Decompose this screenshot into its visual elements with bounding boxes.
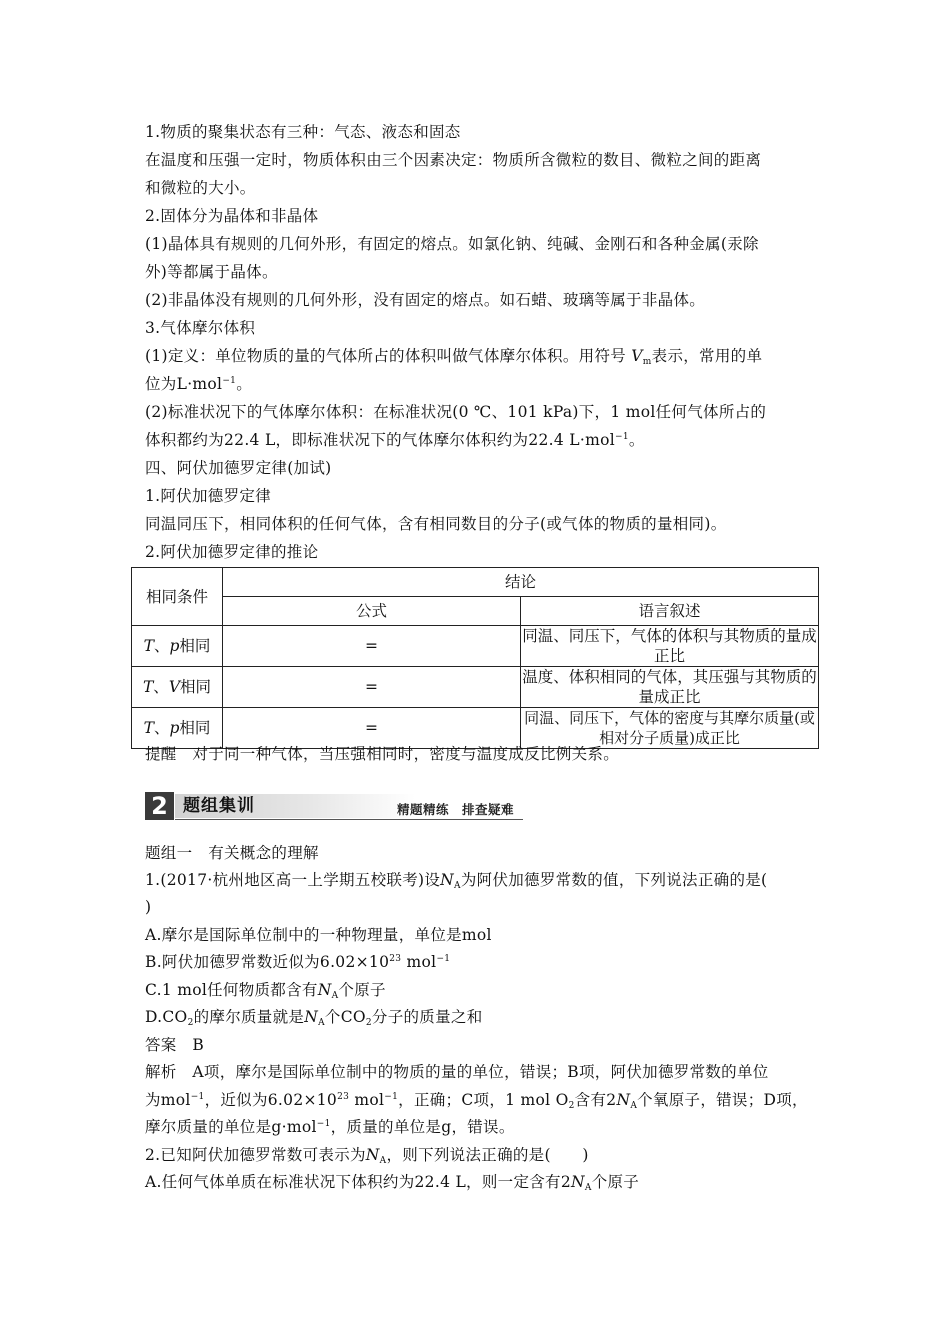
header-description: 语言叙述: [521, 597, 819, 626]
subscript: A: [318, 1018, 325, 1028]
group-heading: 题组一 有关概念的理解: [145, 844, 319, 862]
text-line: 1.阿伏加德罗定律: [145, 487, 271, 505]
question-line: [145, 1145, 589, 1165]
option-b: [145, 952, 450, 972]
text-line: 在温度和压强一定时，物质体积由三个因素决定：物质所含微粒的数目、微粒之间的距离: [145, 151, 762, 169]
option-c: [145, 980, 386, 1000]
text-span: ，质量的单位是g，错误。: [330, 1118, 515, 1136]
text-span: 个原子: [591, 1173, 640, 1191]
condition-cell: [132, 667, 223, 708]
subscript: 2: [187, 1018, 194, 1028]
sep: 、: [153, 719, 170, 737]
subscript: A: [331, 991, 339, 1001]
table-header-row: [132, 568, 819, 597]
var: p: [169, 719, 180, 737]
symbol-na: N: [616, 1091, 631, 1109]
banner-title: 题组集训: [183, 796, 255, 816]
text-line: 2.阿伏加德罗定律的推论: [145, 543, 319, 561]
text-span: 。: [628, 431, 645, 449]
text-span: ，则下列说法正确的是( ): [386, 1146, 589, 1164]
condition-cell: [132, 626, 223, 667]
avogadro-inference-table: [131, 567, 819, 749]
subscript: A: [379, 1156, 387, 1166]
text-span: 位为L·mol: [145, 375, 223, 393]
text-span: ，近似为6.02×10: [204, 1091, 338, 1109]
description-cell: 同温、同压下，气体的密度与其摩尔质量(或相对分子质量)成正比: [521, 708, 819, 749]
table-header-row: [132, 597, 819, 626]
subscript: 2: [568, 1101, 575, 1111]
banner-subtitle: 精题精练 排查疑难: [397, 802, 515, 817]
table-row: [132, 626, 819, 667]
text-span: 分子的质量之和: [371, 1008, 483, 1026]
option-a: A.摩尔是国际单位制中的一种物理量，单位是mol: [145, 926, 492, 944]
text-line: (1)晶体具有规则的几何外形，有固定的熔点。如氯化钠、纯碱、金刚石和各种金属(汞除: [145, 235, 759, 253]
superscript: 23: [337, 1092, 350, 1102]
explanation-line: [145, 1090, 808, 1110]
text-span: 体积都约为22.4 L，即标准状况下的气体摩尔体积约为22.4 L·mol: [145, 431, 615, 449]
explanation-line: [145, 1117, 515, 1137]
header-conclusion: 结论: [223, 568, 819, 597]
cond-text: 相同: [180, 678, 212, 696]
header-formula: 公式: [223, 597, 521, 626]
description-cell: 温度、体积相同的气体，其压强与其物质的量成正比: [522, 668, 817, 706]
text-line: 3.气体摩尔体积: [145, 319, 256, 337]
text-line: (2)非晶体没有规则的几何外形，没有固定的熔点。如石蜡、玻璃等属于非晶体。: [145, 291, 706, 309]
formula-cell: =: [223, 708, 521, 749]
sep: 、: [153, 637, 170, 655]
var: T: [143, 637, 154, 655]
text-span: 个氧原子，错误；D项，: [637, 1091, 808, 1109]
text-line: 同温同压下，相同体积的任何气体，含有相同数目的分子(或气体的物质的量相同)。: [145, 515, 727, 533]
text-span: 表示，常用的单: [651, 347, 763, 365]
superscript: −1: [384, 1092, 399, 1102]
text-span: ，正确；C项，1 mol O: [398, 1091, 569, 1109]
superscript: −1: [316, 1119, 331, 1129]
var: T: [143, 719, 154, 737]
text-span: 。: [236, 375, 252, 393]
symbol-na: N: [365, 1146, 380, 1164]
text-span: D.CO: [145, 1008, 188, 1026]
option-d: [145, 1007, 483, 1027]
text-span: 含有2: [574, 1091, 617, 1109]
text-span: mol: [401, 953, 437, 971]
text-span: B.阿伏加德罗常数近似为6.02×10: [145, 953, 390, 971]
symbol-v: V: [631, 347, 643, 365]
superscript: −1: [614, 432, 629, 442]
text-span: 个CO: [324, 1008, 366, 1026]
header-condition: 相同条件: [132, 568, 223, 626]
section-heading: 四、阿伏加德罗定律(加试): [145, 459, 332, 477]
superscript: 23: [389, 954, 402, 964]
subscript: m: [642, 357, 652, 367]
text-span: A.任何气体单质在标准状况下体积约为22.4 L，则一定含有2: [145, 1173, 572, 1191]
table-row: [132, 667, 819, 708]
text-line: 和微粒的大小。: [145, 179, 256, 197]
text-line: [145, 374, 252, 394]
subscript: A: [454, 881, 461, 891]
text-span: 摩尔质量的单位是g·mol: [145, 1118, 317, 1136]
formula-cell: =: [223, 626, 521, 667]
subscript: 2: [365, 1018, 372, 1028]
banner-number: 2: [145, 792, 174, 820]
text-span: C.1 mol任何物质都含有: [145, 981, 318, 999]
symbol-na: N: [304, 1008, 319, 1026]
superscript: −1: [190, 1092, 205, 1102]
text-span: 的摩尔质量就是: [193, 1008, 305, 1026]
text-span: 1.(2017·杭州地区高一上学期五校联考)设: [145, 871, 441, 889]
var: p: [169, 637, 180, 655]
table-row: [132, 708, 819, 749]
text-span: 个原子: [338, 981, 386, 999]
answer-line: 答案 B: [145, 1036, 205, 1054]
subscript: A: [584, 1183, 592, 1193]
cond-text: 相同: [179, 637, 211, 655]
option-a: [145, 1172, 639, 1192]
text-line: 1.物质的聚集状态有三种：气态、液态和固态: [145, 123, 461, 141]
banner-rule: [175, 819, 523, 820]
text-line: (2)标准状况下的气体摩尔体积：在标准状况(0 ℃、101 kPa)下，1 mol任何气体所占的: [145, 403, 767, 421]
text-line: 外)等都属于晶体。: [145, 263, 278, 281]
question-line: [145, 870, 767, 890]
text-span: 为阿伏加德罗常数的值，下列说法正确的是(: [460, 871, 768, 889]
condition-cell: [132, 708, 223, 749]
text-line: [145, 346, 762, 366]
question-line: ): [145, 898, 152, 916]
explanation-line: 解析 A项，摩尔是国际单位制中的物质的量的单位，错误；B项，阿伏加德罗常数的单位: [145, 1063, 769, 1081]
text-line: [145, 430, 645, 450]
subscript: A: [630, 1101, 638, 1111]
var: T: [142, 678, 154, 696]
formula-cell: =: [223, 667, 521, 708]
symbol-na: N: [571, 1173, 585, 1191]
sep: 、: [153, 678, 169, 696]
superscript: −1: [436, 954, 451, 964]
symbol-na: N: [317, 981, 332, 999]
text-span: mol: [349, 1091, 385, 1109]
superscript: −1: [222, 376, 237, 386]
section-banner: [145, 792, 525, 820]
cond-text: 相同: [179, 719, 211, 737]
description-cell: 同温、同压下，气体的体积与其物质的量成正比: [522, 627, 817, 665]
text-span: 2.已知阿伏加德罗常数可表示为: [145, 1146, 366, 1164]
symbol-na: N: [440, 871, 455, 889]
text-span: (1)定义：单位物质的量的气体所占的体积叫做气体摩尔体积。用符号: [145, 347, 632, 365]
reminder-note: 提醒 对于同一种气体，当压强相同时，密度与温度成反比例关系。: [145, 745, 620, 763]
text-span: 为mol: [145, 1091, 191, 1109]
text-line: 2.固体分为晶体和非晶体: [145, 207, 319, 225]
var: V: [168, 678, 181, 696]
